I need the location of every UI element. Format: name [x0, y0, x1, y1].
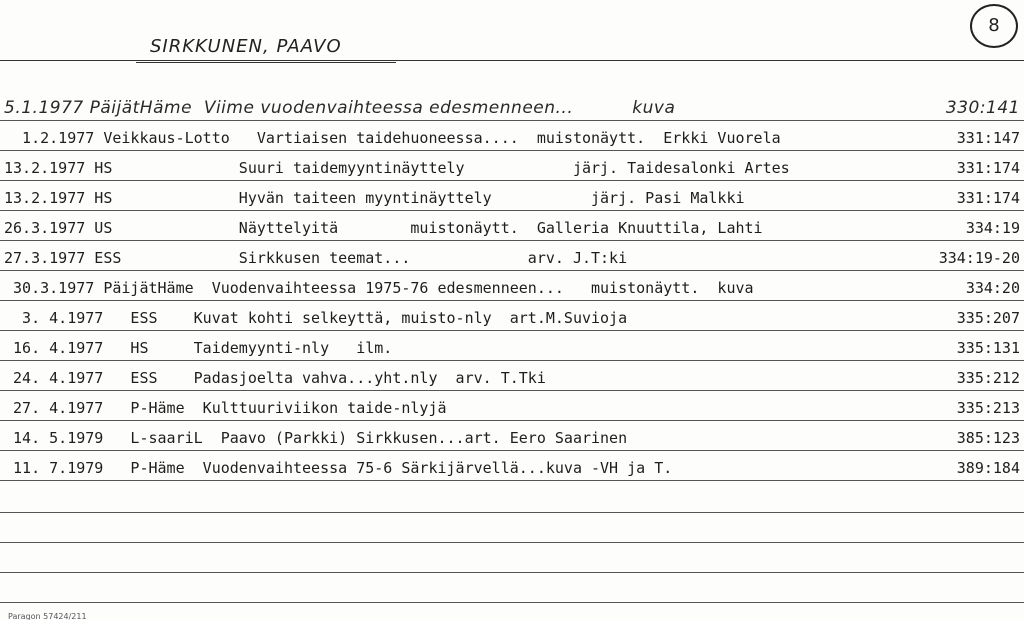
ruled-line [0, 150, 1024, 151]
ruled-line [0, 572, 1024, 573]
entry-row [0, 246, 1024, 270]
ruled-line [0, 360, 1024, 361]
card-name: SIRKKUNEN, PAAVO [150, 36, 342, 57]
entry-row [0, 456, 1024, 480]
entry-reference: 335:207 [956, 309, 1020, 327]
entry-text: 13.2.1977 HS Suuri taidemyyntinäyttely järj. Taidesalonki Artes [4, 159, 790, 177]
entry-text: 5.1.1977 PäijätHäme Viime vuodenvaihteessa edesmenneen... kuva [4, 98, 676, 118]
ruled-line [0, 542, 1024, 543]
entry-text: 24. 4.1977 ESS Padasjoelta vahva...yht.nly arv. T.Tki [4, 369, 546, 387]
ruled-line [0, 390, 1024, 391]
entry-row [0, 366, 1024, 390]
entry-reference: 335:131 [956, 339, 1020, 357]
entry-text: 1.2.1977 Veikkaus-Lotto Vartiaisen taidehuoneessa.... muistonäytt. Erkki Vuorela [4, 129, 781, 147]
ruled-line [0, 450, 1024, 451]
entry-text: 3. 4.1977 ESS Kuvat kohti selkeyttä, muisto-nly art.M.Suvioja [4, 309, 628, 327]
entry-reference: 331:174 [956, 159, 1020, 177]
entry-text: 11. 7.1979 P-Häme Vuodenvaihteessa 75-6 Särkijärvellä...kuva -VH ja T. [4, 459, 673, 477]
entry-text: 13.2.1977 HS Hyvän taiteen myyntinäyttely järj. Pasi Malkki [4, 189, 745, 207]
entry-reference: 331:174 [956, 189, 1020, 207]
ruled-line [0, 512, 1024, 513]
ruled-line [0, 602, 1024, 603]
entry-reference: 385:123 [956, 429, 1020, 447]
card-number: 8 [970, 4, 1018, 48]
ruled-line [0, 180, 1024, 181]
ruled-line [0, 420, 1024, 421]
entry-row [0, 396, 1024, 420]
ruled-line [0, 240, 1024, 241]
ruled-line [0, 210, 1024, 211]
entry-text: 26.3.1977 US Näyttelyitä muistonäytt. Galleria Knuuttila, Lahti [4, 219, 763, 237]
entry-reference: 334:19-20 [938, 249, 1020, 267]
ruled-line [0, 270, 1024, 271]
entry-row [0, 156, 1024, 180]
entry-reference: 335:213 [956, 399, 1020, 417]
top-rule [0, 60, 1024, 61]
entry-reference: 389:184 [956, 459, 1020, 477]
entry-text: 27. 4.1977 P-Häme Kulttuuriviikon taide-nlyjä [4, 399, 447, 417]
entry-row [0, 426, 1024, 450]
entry-text: 30.3.1977 PäijätHäme Vuodenvaihteessa 1975-76 edesmenneen... muistonäytt. kuva [4, 279, 754, 297]
entry-row [0, 96, 1024, 120]
ruled-line [0, 300, 1024, 301]
entry-row [0, 276, 1024, 300]
ruled-line [0, 330, 1024, 331]
entry-row [0, 306, 1024, 330]
entry-row [0, 216, 1024, 240]
entry-reference: 334:19 [965, 219, 1020, 237]
entry-text: 16. 4.1977 HS Taidemyynti-nly ilm. [4, 339, 393, 357]
entry-reference: 335:212 [956, 369, 1020, 387]
name-underline [136, 62, 396, 63]
entry-row [0, 336, 1024, 360]
entry-row [0, 186, 1024, 210]
entry-row [0, 126, 1024, 150]
card-footer: Paragon 57424/211 [8, 612, 87, 620]
entry-text: 14. 5.1979 L-saariL Paavo (Parkki) Sirkkusen...art. Eero Saarinen [4, 429, 628, 447]
entry-reference: 331:147 [956, 129, 1020, 147]
entry-text: 27.3.1977 ESS Sirkkusen teemat... arv. J.T:ki [4, 249, 628, 267]
ruled-line [0, 120, 1024, 121]
entry-reference: 330:141 [945, 98, 1020, 118]
ruled-line [0, 480, 1024, 481]
entry-reference: 334:20 [965, 279, 1020, 297]
